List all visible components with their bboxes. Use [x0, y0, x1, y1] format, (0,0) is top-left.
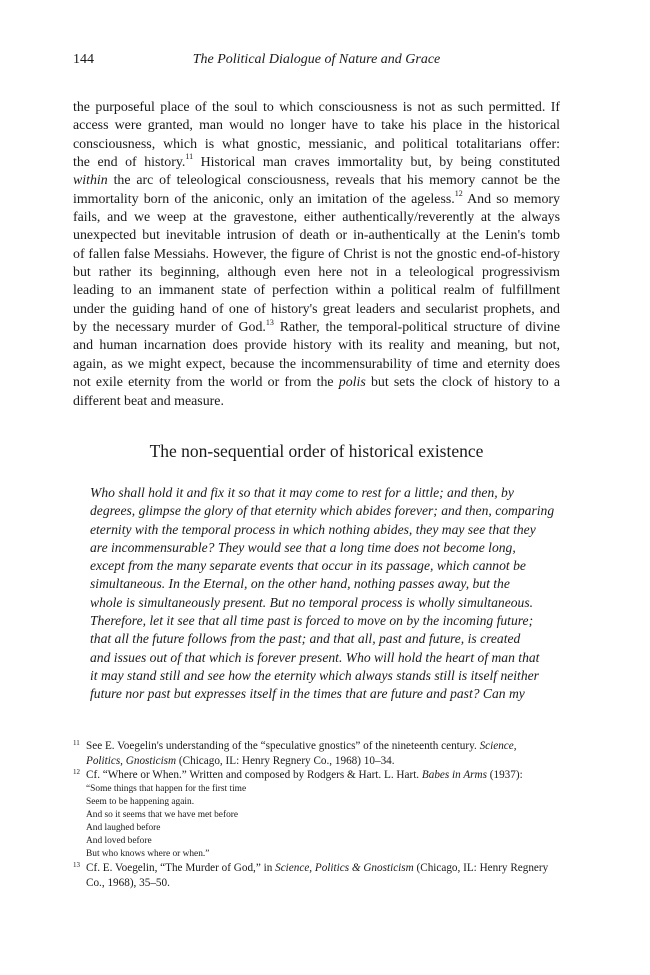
quote-line: and issues out of that which is forever present. Who will hold the heart of man that — [90, 649, 540, 665]
body-line: the purposeful place of the soul to which consciousness is not as such permitted. If — [73, 100, 560, 115]
body-line: different beat and measure. — [73, 393, 224, 409]
body-line: under the guiding hand of one of history's great leaders and secularist prophets, and — [73, 301, 560, 317]
body-line: by the necessary murder of God.$^{13}$ Rather, the temporal-political structure of divine — [73, 317, 560, 336]
lyric-line: Seem to be happening again. — [86, 796, 195, 807]
quote-line: are incommensurable? They would see that a long time does not become long, — [90, 539, 516, 555]
lyric-line: And laughed before — [86, 823, 161, 834]
section-heading: The non-sequential order of historical existence — [149, 441, 484, 461]
lyric-line: But who knows where or when.” — [86, 849, 210, 860]
body-line: within the arc of teleological consciousness, reveals that his memory cannot be the — [73, 173, 560, 189]
quote-line: that all the future follows from the past; and that all, past and future, is created — [90, 631, 521, 647]
page-number: 144 — [73, 52, 94, 67]
footnote-12 — [73, 768, 560, 861]
footnote-13 — [73, 861, 560, 890]
footnote-line: Politics, Gnosticism (Chicago, IL: Henry Regnery Co., 1968) 10–34. — [86, 754, 395, 767]
quote-line: future nor past but expresses itself in the times that are future and past? Can my — [90, 686, 525, 702]
quote-line: eternity with the temporal process in which nothing abides, they may see that they — [90, 521, 536, 537]
footnote-ref: 13 — [265, 317, 274, 327]
running-header — [73, 52, 560, 72]
footnote-ref: 11 — [185, 152, 194, 162]
body-line: but rather its beginning, although even here not in a teleological progressivism — [73, 265, 560, 281]
quote-line: except from the many separate events that occur in its passage, which cannot be — [90, 558, 526, 574]
body-line: the end of history.$^{11}$ Historical man craves immortality but, by being constituted — [73, 152, 561, 171]
body-line: fails, and we weep at the gravestone, either authentically/reverently at the always — [73, 210, 560, 226]
quote-line: Who shall hold it and fix it so that it may come to rest for a little; and then, by — [90, 485, 514, 500]
quote-line: it may stand still and see how the eternity which always stands still is itself neither — [90, 667, 539, 683]
body-paragraph — [73, 99, 560, 411]
footnote-mark: 11 — [73, 739, 80, 747]
footnote-line: Cf. “Where or When.” Written and composed by Rodgers & Hart. L. Hart. Babes in Arms (1937): — [86, 769, 523, 782]
lyric-line: And so it seems that we have met before — [86, 809, 239, 820]
body-line: access were granted, man would no longer have to take his place in the historical — [73, 118, 560, 134]
song-lyrics — [86, 783, 560, 862]
body-line: and human incarnation does provide history with its reality and meaning, but not, — [73, 338, 560, 354]
footnote-line: See E. Voegelin's understanding of the “speculative gnostics” of the nineteenth century. Science, — [86, 740, 517, 752]
footnote-line: Cf. E. Voegelin, “The Murder of God,” in Science, Politics & Gnosticism (Chicago, IL: Henry Regnery — [86, 862, 549, 875]
footnote-ref: 12 — [454, 189, 463, 199]
footnotes — [73, 739, 560, 891]
quote-line: whole is simultaneously present. But no temporal process is wholly simultaneous. — [90, 594, 534, 610]
lyric-line: And loved before — [86, 836, 152, 847]
body-line: again, as we might expect, because the incommensurability of time and eternity does — [73, 356, 560, 372]
quote-line: Therefore, let it see that all time past is forced to move on by the incoming future; — [90, 613, 534, 629]
body-line: leading to an immanent state of perfection within a political realm of fulfillment — [73, 283, 560, 299]
lyric-line: “Some things that happen for the first time — [86, 783, 247, 794]
footnote-mark: 12 — [73, 768, 80, 777]
body-line: immortality born of the aniconic, only an imitation of the ageless.$^{12}$ And so memory — [73, 189, 560, 207]
running-title: The Political Dialogue of Nature and Grace — [192, 52, 441, 67]
footnote-11 — [73, 739, 560, 768]
body-line: not exile eternity from the world or from the polis but sets the clock of history to a — [73, 375, 561, 391]
body-line: consciousness, which is what gnostic, messianic, and political totalitarians offer: — [73, 136, 560, 152]
footnote-mark: 13 — [73, 861, 80, 870]
quote-line: simultaneous. In the Eternal, on the other hand, nothing passes away, but the — [90, 576, 510, 592]
block-quote — [90, 484, 560, 704]
body-line: of fallen false Messiahs. However, the figure of Christ is not the gnostic end-of-history — [73, 246, 560, 262]
body-line: unexpected but inevitable intrusion of death or in-authentically at the Lenin's tomb — [73, 228, 560, 244]
quote-line: degrees, glimpse the glory of that eternity which abides forever; and then, comparing — [90, 503, 555, 519]
footnote-line: Co., 1968), 35–50. — [86, 876, 170, 889]
